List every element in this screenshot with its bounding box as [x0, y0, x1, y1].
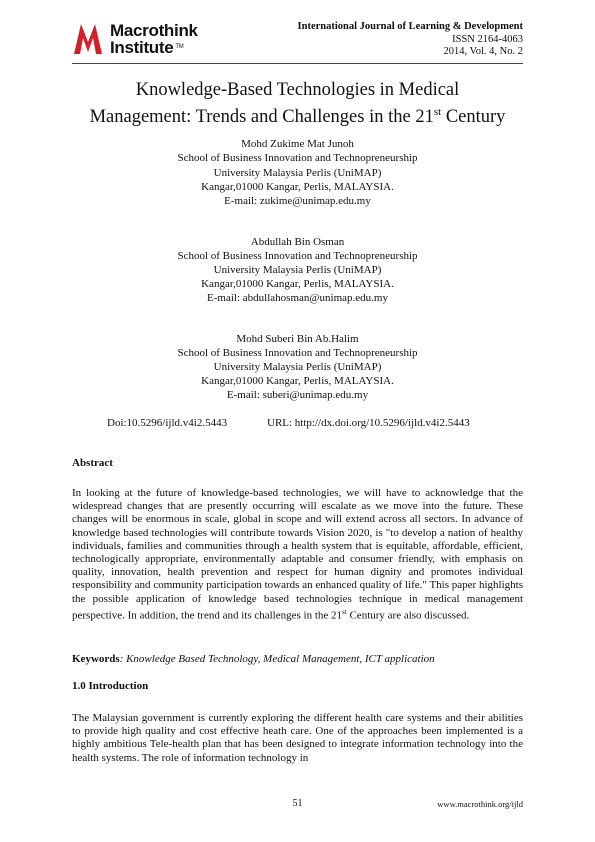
author-university: University Malaysia Perlis (UniMAP)	[213, 167, 382, 179]
author-email[interactable]: E-mail: suberi@unimap.edu.my	[226, 389, 369, 401]
author-block-1	[72, 137, 523, 208]
author-block-3	[72, 332, 523, 402]
author-name: Abdullah Bin Osman	[250, 236, 345, 248]
author-school: School of Business Innovation and Technopreneurship	[177, 347, 418, 359]
doi: Doi:10.5296/ijld.v4i2.5443	[107, 417, 228, 429]
logo-trademark: TM	[175, 44, 184, 50]
author-school: School of Business Innovation and Technopreneurship	[177, 250, 418, 262]
paper-title	[60, 79, 535, 128]
abstract-text: In looking at the future of knowledge-based technologies, we will have to acknowledge that the widespread changes that are presently occurring will escalate as we move into the future. These changes will be enormous in scale, global in scope and will extend across all sectors. In advance of knowledge based technologies will contribute towards Vision 2020, is "to develop a nation of healthy individuals, families and communities through a health system that is equitable, affordable, efficient, technologically appropriate, environmentally adaptable and consumer friendly, with emphasis on quality, innovation, health prevention and respect for human dignity and promotes individual responsibility and community participation towards an enhanced quality of life." This paper highlights the possible application of knowledge based technologies technique in medical management perspective. In addition, the trend and its challenges in the 21st Century are also discussed.	[72, 487, 523, 622]
logo-line1: Macrothink	[110, 21, 198, 40]
page-number: 51	[292, 798, 303, 809]
journal-info	[298, 21, 523, 59]
author-university: University Malaysia Perlis (UniMAP)	[213, 264, 382, 276]
author-name: Mohd Zukime Mat Junoh	[241, 138, 354, 150]
author-address: Kangar,01000 Kangar, Perlis, MALAYSIA.	[201, 181, 394, 193]
journal-name: International Journal of Learning & Development	[297, 21, 523, 32]
title-line1: Knowledge-Based Technologies in Medical	[135, 80, 460, 100]
author-name: Mohd Suberi Bin Ab.Halim	[236, 333, 359, 345]
macrothink-logo-icon	[72, 22, 106, 56]
author-school: School of Business Innovation and Technopreneurship	[177, 152, 418, 164]
introduction-heading: 1.0 Introduction	[72, 680, 149, 692]
introduction-text: The Malaysian government is currently exploring the different health care systems and their abilities to provide high quality and cost effective heath care. One of the approaches been implemented is a highly ambitious Tele-health plan that has been designed to integrate information technology into the health systems. The role of information technology in	[72, 712, 523, 764]
abstract-heading: Abstract	[72, 457, 113, 469]
logo-line2: Institute ™	[110, 38, 184, 57]
keywords: Keywords: Knowledge Based Technology, Medical Management, ICT application	[72, 653, 435, 665]
author-block-2	[72, 235, 523, 305]
header-rule	[72, 63, 523, 64]
author-university: University Malaysia Perlis (UniMAP)	[213, 361, 382, 373]
author-address: Kangar,01000 Kangar, Perlis, MALAYSIA.	[201, 375, 394, 387]
journal-issue: 2014, Vol. 4, No. 2	[443, 46, 523, 57]
author-email[interactable]: E-mail: zukime@unimap.edu.my	[224, 195, 371, 207]
author-address: Kangar,01000 Kangar, Perlis, MALAYSIA.	[201, 278, 394, 290]
doi-url[interactable]: URL: http://dx.doi.org/10.5296/ijld.v4i2.5443	[267, 417, 470, 429]
publisher-logo	[72, 20, 232, 60]
author-email[interactable]: E-mail: abdullahosman@unimap.edu.my	[207, 292, 388, 304]
title-line2: Management: Trends and Challenges in the 21st Century	[89, 106, 506, 128]
footer-site[interactable]: www.macrothink.org/ijld	[437, 799, 523, 809]
journal-issn: ISSN 2164-4063	[452, 33, 523, 45]
